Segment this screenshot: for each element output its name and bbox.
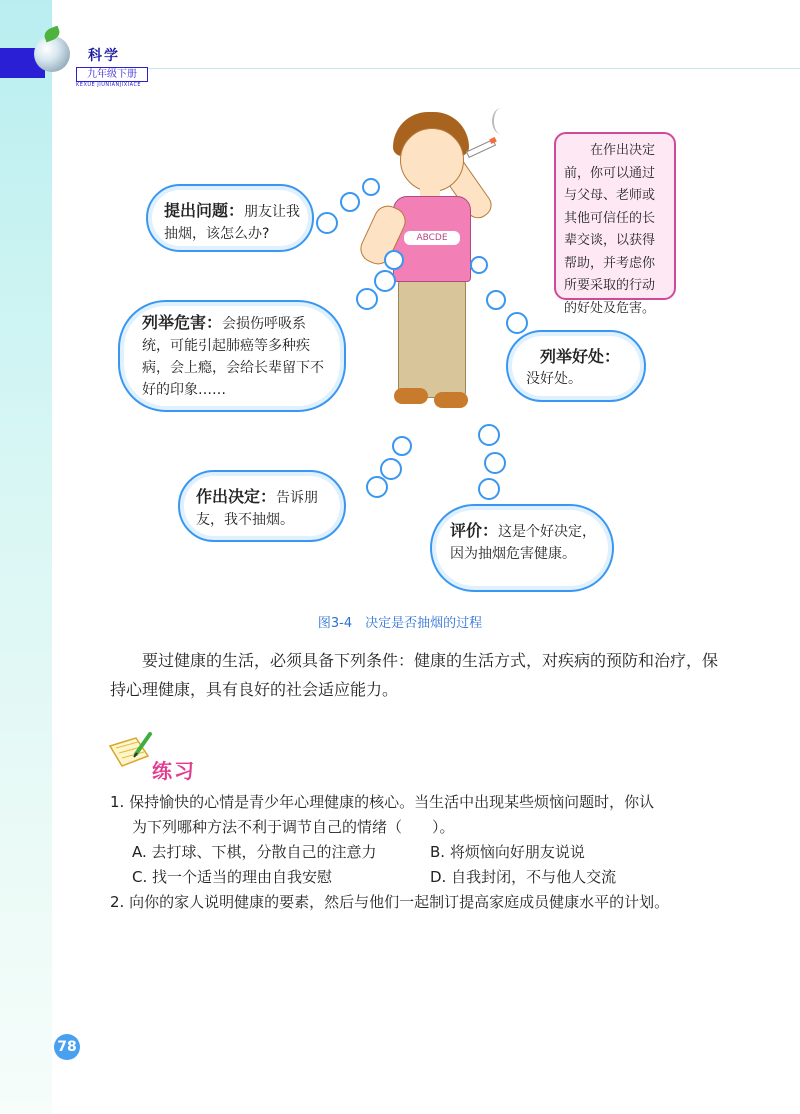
question-1-line-2: 为下列哪种方法不利于调节自己的情绪（ ）。 <box>132 818 455 836</box>
option-b: B. 将烦恼向好朋友说说 <box>430 843 585 861</box>
option-a: A. 去打球、下棋，分散自己的注意力 <box>132 843 377 861</box>
cloud-text: 没好处。 <box>526 371 582 387</box>
cloud-key: 提出问题： <box>164 201 245 220</box>
advice-note: 在作出决定前，你可以通过与父母、老师或其他可信任的长辈交谈，以获得帮助，并考虑你所要采取的行动的好处及危害。 <box>554 132 676 300</box>
boy-right-shoe <box>434 392 468 408</box>
thought-bubble <box>374 270 396 292</box>
question-1-line-1: 1. 保持愉快的心情是青少年心理健康的核心。当生活中出现某些烦恼问题时，你认 <box>110 793 655 811</box>
header-pinyin: KEXUE JIUNIANJIXIACE <box>76 82 142 88</box>
practice-notebook-icon <box>106 732 152 768</box>
cigarette-tip <box>489 137 497 144</box>
question-2: 2. 向你的家人说明健康的要素，然后与他们一起制订提高家庭成员健康水平的计划。 <box>110 893 670 911</box>
thought-bubble <box>478 424 500 446</box>
thought-bubble <box>484 452 506 474</box>
cloud-list-benefit <box>506 330 646 402</box>
cloud-text: 朋友让我抽烟，该怎么办? <box>164 204 301 242</box>
cloud-make-decision <box>178 470 346 542</box>
thought-bubble <box>356 288 378 310</box>
option-c: C. 找一个适当的理由自我安慰 <box>132 868 333 886</box>
smoke-icon <box>492 108 510 134</box>
thought-bubble <box>340 192 360 212</box>
cloud-text: 会损伤呼吸系统，可能引起肺癌等多种疾病，会上瘾，会给长辈留下不好的印象…… <box>142 316 324 398</box>
body-paragraph: 要过健康的生活，必须具备下列条件：健康的生活方式，对疾病的预防和治疗，保持心理健康，具有良好的社会适应能力。 <box>110 651 719 699</box>
thought-bubble <box>362 178 380 196</box>
thought-bubble <box>478 478 500 500</box>
thought-bubble <box>506 312 528 334</box>
header-grade: 九年级下册 <box>76 67 148 82</box>
shirt-lettering: ABCDE <box>404 231 460 245</box>
thought-bubble <box>316 212 338 234</box>
thought-bubble <box>380 458 402 480</box>
cloud-propose-question <box>146 184 314 252</box>
boy-shirt <box>393 196 471 282</box>
practice-title: 练习 <box>152 759 196 783</box>
cloud-list-harm <box>118 300 346 412</box>
thought-bubble <box>486 290 506 310</box>
thought-bubble <box>384 250 404 270</box>
cloud-key: 列举危害： <box>142 313 223 332</box>
cloud-text: 这是个好决定，因为抽烟危害健康。 <box>450 524 597 562</box>
cloud-key: 作出决定： <box>196 487 277 506</box>
thought-bubble <box>366 476 388 498</box>
page-number: 78 <box>54 1034 80 1060</box>
header-subject: 科学 <box>88 48 120 64</box>
option-d: D. 自我封闭，不与他人交流 <box>430 868 617 886</box>
boy-face <box>400 128 464 192</box>
figure-caption: 图3-4 决定是否抽烟的过程 <box>317 616 483 631</box>
thought-bubble <box>392 436 412 456</box>
boy-pants <box>398 278 466 398</box>
cloud-key: 列举好处： <box>539 347 620 366</box>
cloud-text: 告诉朋友，我不抽烟。 <box>196 490 319 528</box>
header-rule <box>100 68 800 69</box>
thought-bubble <box>470 256 488 274</box>
page-side-gradient <box>0 0 52 1114</box>
globe-icon <box>34 36 70 72</box>
cloud-key: 评价： <box>450 521 499 540</box>
boy-left-shoe <box>394 388 428 404</box>
cloud-evaluate <box>430 504 614 592</box>
